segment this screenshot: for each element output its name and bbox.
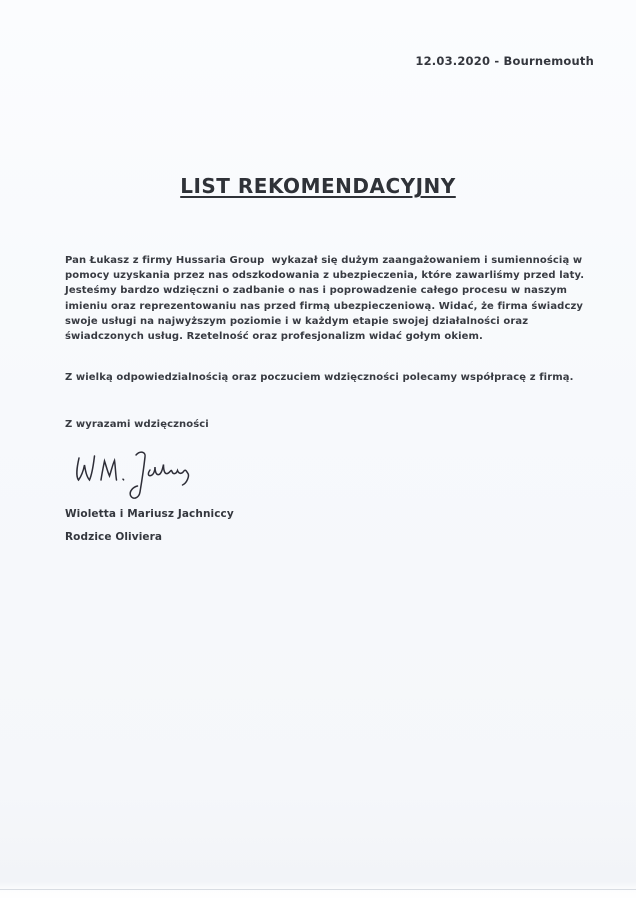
- scan-page-bottom-edge: [0, 889, 636, 890]
- signature-ink-icon: [70, 445, 195, 503]
- signatory-role: Rodzice Oliviera: [65, 531, 163, 543]
- date-location-line: 12.03.2020 - Bournemouth: [415, 54, 594, 68]
- letter-body-paragraph: Pan Łukasz z firmy Hussaria Group wykazał się dużym zaangażowaniem i sumiennością w pomocy uzyskania przez nas odszkodowania z ubezpieczenia, które zawarliśmy przed laty. Jesteśmy bardzo wdzięczni o zadbanie o nas i poprowadzenie całego procesu w naszym imieniu oraz reprezentowaniu nas przed firmą ubezpieczeniową. Widać, że firma świadczy swoje usługi na najwyższym poziomie i w każdym etapie swojej działalności oraz świadczonych usług. Rzetelność oraz profesjonalizm widać gołym okiem.: [65, 255, 588, 343]
- signatory-names: Wioletta i Mariusz Jachniccy: [65, 508, 234, 520]
- recommendation-sentence: Z wielką odpowiedzialnością oraz poczuciem wdzięczności polecamy współpracę z firmą.: [65, 372, 574, 383]
- handwritten-signature: [70, 445, 195, 503]
- letter-title: LIST REKOMENDACYJNY: [180, 174, 456, 198]
- closing-salutation: Z wyrazami wdzięczności: [65, 419, 209, 430]
